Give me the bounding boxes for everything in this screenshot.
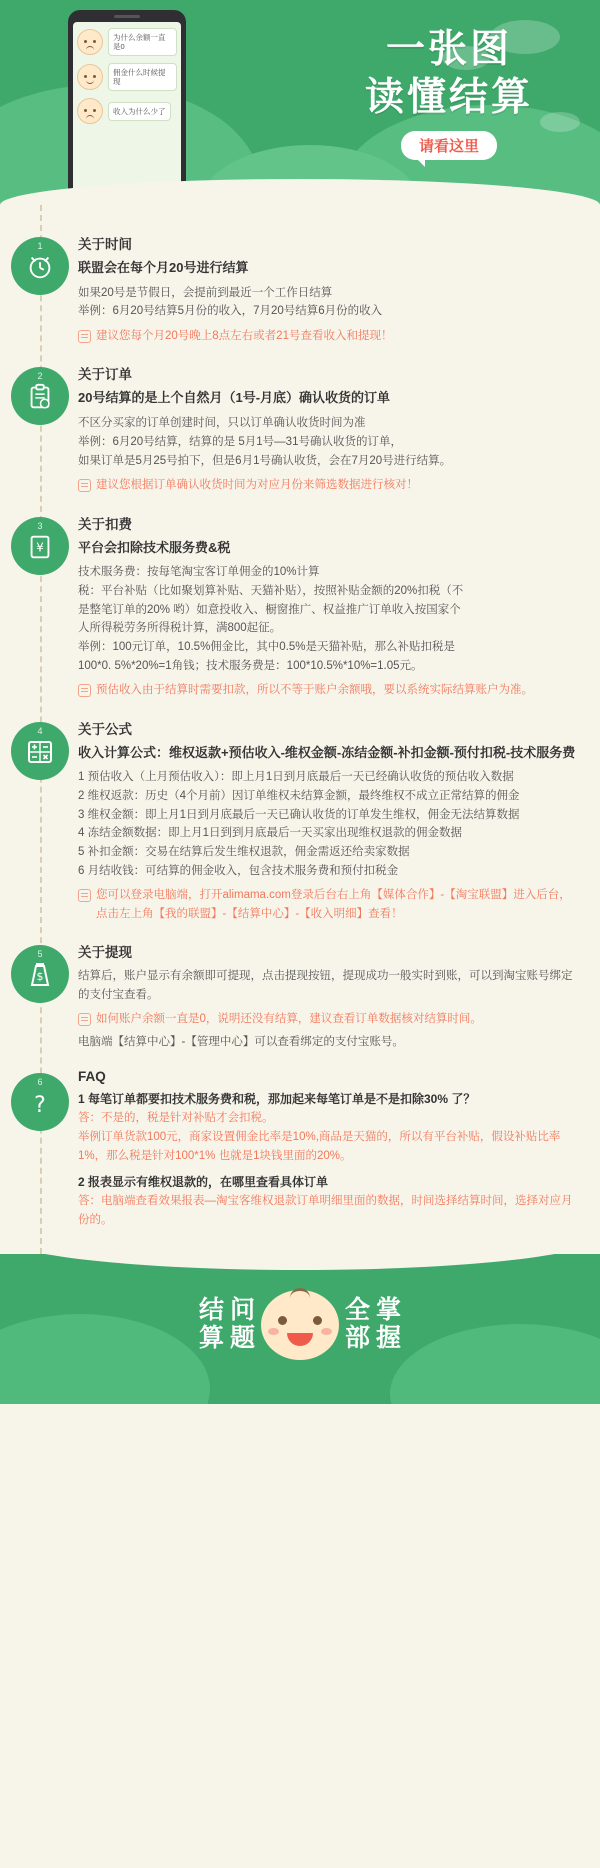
section-line: 如果20号是节假日，会提前到最近一个工作日结算: [78, 286, 333, 299]
note-icon: [78, 1013, 91, 1026]
section-formula: [0, 708, 600, 931]
footer-char: 算: [198, 1323, 224, 1352]
phone-screen: [73, 22, 181, 193]
faq-question: 2 报表显示有维权退款的，在哪里查看具体订单: [78, 1175, 329, 1190]
footer-word-left2: [230, 1297, 255, 1352]
step-number: 4: [37, 725, 43, 736]
faq-answer: 答：不是的，税是针对补贴才会扣税。: [78, 1112, 274, 1125]
note-icon: [78, 330, 91, 343]
step-badge: [11, 722, 69, 780]
svg-text:¥: ¥: [36, 540, 44, 555]
neutral-face-icon: [77, 64, 103, 90]
step-number: 1: [37, 241, 43, 251]
section-tip: [78, 886, 576, 923]
step-number: 2: [37, 371, 43, 382]
section-tip: [78, 476, 576, 494]
section-subtitle: 收入计算公式：维权返款+预估收入-维权金额-冻结金额-补扣金额-预付扣税-技术服务费: [78, 744, 576, 760]
section-subtitle: 联盟会在每个月20号进行结算: [78, 260, 249, 275]
footer-char: 题: [229, 1323, 255, 1352]
section-line: 举例：6月20号结算5月份的收入，7月20号结算6月份的收入: [78, 305, 383, 318]
footer-word-right: [345, 1297, 370, 1352]
section-fees: [0, 503, 600, 708]
step-badge: [11, 945, 69, 1003]
section-tip-text: 预估收入由于结算时需要扣款，所以不等于账户余额哦，要以系统实际结算账户为准。: [96, 684, 533, 697]
footer-char: 部: [345, 1323, 371, 1352]
question-mark-icon: [27, 1088, 53, 1116]
blush: [321, 1328, 332, 1335]
calculator-icon: [26, 737, 54, 765]
ribbon-tail: [417, 159, 425, 167]
step-badge: [11, 367, 69, 425]
step-number: 3: [37, 520, 43, 531]
section-tip: [78, 1010, 576, 1028]
section-tail-line: 电脑端【结算中心】-【管理中心】可以查看绑定的支付宝账号。: [78, 1035, 404, 1048]
timeline-content: [0, 205, 600, 1254]
footer-char: 握: [376, 1323, 402, 1352]
step-number: 6: [37, 1077, 43, 1088]
step-badge: [11, 517, 69, 575]
chat-item: [77, 28, 177, 56]
footer-word-right2: [376, 1297, 401, 1352]
step-badge: [11, 237, 69, 295]
faq-title: FAQ: [78, 1069, 106, 1085]
section-line: 举例：6月20号结算，结算的是 5月1号—31号确认收货的订单，: [78, 435, 402, 448]
section-tip-text: 建议您每个月20号晚上8点左右或者21号查看收入和提现！: [96, 330, 393, 343]
section-subtitle: 平台会扣除技术服务费&税: [78, 539, 231, 555]
section-tip: [78, 681, 576, 699]
section-faq: [0, 1059, 600, 1254]
footer-char: 问: [229, 1296, 255, 1325]
page-title-line2: 读懂结算: [364, 75, 533, 119]
eye: [313, 1316, 322, 1325]
note-icon: [78, 479, 91, 492]
ribbon-label: 请看这里: [418, 138, 479, 156]
faq-answer-extra: 举例订单货款100元，商家设置佣金比率是10%,商品是天猫的，所以有平台补贴，假设补贴比率1%，那么税是针对100*1% 也就是1块钱里面的20%。: [78, 1131, 561, 1162]
svg-text:?: ?: [34, 1093, 46, 1117]
header-title-block: [324, 26, 574, 160]
section-title: 关于扣费: [78, 516, 132, 532]
section-line: 3 维权金额：即上月1日到月底最后一天已确认收货的订单发生维权，佣金无法结算数据: [78, 808, 520, 821]
footer-banner: [0, 1254, 600, 1404]
section-tip-text: 建议您根据订单确认收货时间为对应月份来筛选数据进行核对！: [96, 479, 418, 492]
alarm-clock-icon: [25, 251, 55, 281]
blush: [268, 1328, 279, 1335]
section-title: 关于公式: [78, 721, 132, 737]
section-line: 是整笔订单的20% 哟）如意投收入、橱窗推广、权益推广订单收入按国家个: [78, 603, 461, 616]
footer-word-left: [199, 1297, 224, 1352]
chat-bubble-label: 为什么余额一直是0: [108, 28, 177, 56]
chat-bubble-label: 佣金什么时候提现: [108, 63, 177, 91]
eye: [278, 1316, 287, 1325]
section-line: 2 维权返款：历史（4个月前）因订单维权未结算金额，最终维权不成立正常结算的佣金: [78, 790, 520, 803]
page-title-line1: 一张图: [385, 28, 512, 71]
note-icon: [78, 684, 91, 697]
section-line: 举例：100元订单，10.5%佣金比，其中0.5%是天猫补贴，那么补贴扣税是: [78, 640, 456, 653]
phone-speaker: [114, 15, 140, 18]
clipboard-icon: [26, 381, 54, 411]
footer-wave-divider: [0, 1254, 600, 1270]
footer-char: 掌: [376, 1296, 402, 1325]
chat-bubble-label: 收入为什么少了: [108, 102, 171, 121]
look-here-ribbon: [401, 131, 497, 160]
section-line: 不区分买家的订单创建时间，只以订单确认收货时间为准: [78, 417, 366, 430]
svg-text:$: $: [36, 969, 44, 983]
section-line: 税：平台补贴（比如聚划算补贴、天猫补贴），按照补贴金额的20%扣税（不: [78, 585, 464, 598]
faq-question: 1 每笔订单都要扣技术服务费和税，那加起来每笔订单是不是扣除30% 了？: [78, 1092, 476, 1107]
section-line: 4 冻结金额数据：即上月1日到到月底最后一天买家出现维权退款的佣金数据: [78, 827, 462, 840]
section-line: 1 预估收入（上月预估收入）：即上月1日到月底最后一天已经确认收货的预估收入数据: [78, 771, 514, 784]
header-banner: [0, 0, 600, 205]
section-title: 关于订单: [78, 367, 132, 383]
section-line: 技术服务费：按每笔淘宝客订单佣金的10%计算: [78, 566, 320, 579]
section-line: 5 补扣金额：交易在结算后发生维权退款，佣金需返还给卖家数据: [78, 845, 410, 858]
section-tip-text: 如何账户余额一直是0，说明还没有结算，建议查看订单数据核对结算时间。: [96, 1013, 482, 1026]
chat-item: [77, 98, 177, 124]
footer-char: 全: [345, 1296, 371, 1325]
section-order: [0, 353, 600, 502]
yen-badge-icon: [26, 531, 54, 561]
footer-slogan: [0, 1290, 600, 1360]
step-number: 5: [37, 948, 43, 959]
chat-item: [77, 63, 177, 91]
faq-answer: 答：电脑端查看效果报表—淘宝客维权退款订单明细里面的数据，时间选择结算时间，选择对应月份的。: [78, 1195, 573, 1227]
section-line: 人所得税劳务所得税计算，满800起征。: [78, 622, 282, 635]
section-title: 关于提现: [78, 944, 132, 960]
section-tip: [78, 327, 576, 345]
section-line: 6 月结收钱：可结算的佣金收入，包含技术服务费和预付扣税金: [78, 864, 399, 877]
section-time: [0, 223, 600, 353]
section-subtitle: 20号结算的是上个自然月（1号-月底）确认收货的订单: [78, 390, 391, 406]
phone-illustration: [68, 10, 186, 198]
section-line: 结算后，账户显示有余额即可提现，点击提现按钮，提现成功一般实时到账，可以到淘宝账号绑定的支付宝查看。: [78, 969, 573, 1001]
footer-char: 结: [198, 1296, 224, 1325]
section-tip-text: 您可以登录电脑端，打开alimama.com登录后台右上角【媒体合作】-【淘宝联盟】进入后台，点击左上角【我的联盟】-【结算中心】-【收入明细】查看！: [96, 889, 571, 920]
note-icon: [78, 889, 91, 902]
section-withdraw: [0, 931, 600, 1059]
happy-baby-face-icon: [261, 1290, 339, 1360]
mouth: [287, 1333, 313, 1346]
sad-face-icon: [77, 29, 103, 55]
hair-tuft: [290, 1288, 310, 1300]
money-bag-icon: [26, 959, 54, 989]
section-line: 如果订单是5月25号拍下，但是6月1号确认收货，会在7月20号进行结算。: [78, 454, 452, 467]
section-line: 100*0. 5%*20%=1角钱；技术服务费是：100*10.5%*10%=1.05元。: [78, 659, 423, 672]
sad-face-icon: [77, 98, 103, 124]
step-badge: [11, 1073, 69, 1131]
section-title: 关于时间: [78, 237, 132, 252]
